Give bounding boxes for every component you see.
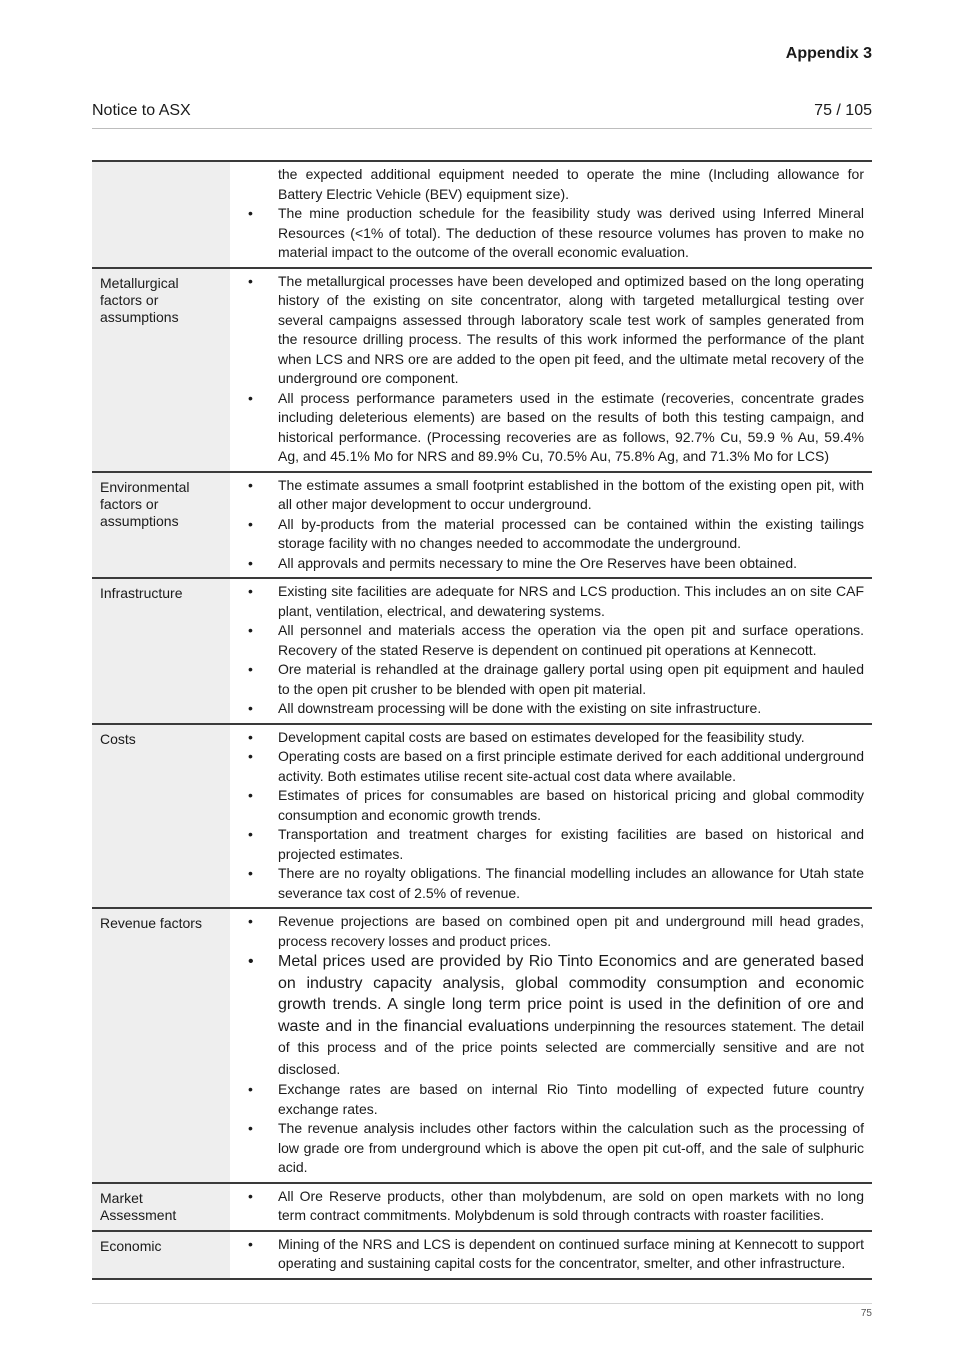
row-content (231, 578, 873, 724)
bullet-list (243, 1235, 864, 1274)
header-divider (92, 128, 872, 129)
list-item: • All Ore Reserve products, other than molybdenum, are sold on open markets with no long term contract commitments. Molybdenum is sold through contracts with roaster facilities. (248, 1187, 864, 1223)
bullet-icon: • (248, 272, 253, 289)
bullet-list (243, 204, 864, 263)
page-number: 75 (860, 1308, 872, 1319)
table-row-market-assessment (92, 1183, 872, 1231)
document-title: Notice to ASX (92, 102, 191, 119)
bullet-icon: • (248, 1235, 253, 1252)
bullet-icon: • (248, 622, 253, 638)
bullet-icon: • (248, 826, 253, 842)
list-item: • The mine production schedule for the feasibility study was derived using Inferred Mineral Resources (<1% of total). The deduction of these resource volumes has proven to make no material impact to the outcome of the overall economic evaluation. (248, 205, 864, 260)
table-row-infrastructure (92, 578, 872, 724)
list-item: • Exchange rates are based on internal Rio Tinto modelling of expected future country exchange rates. (248, 1081, 864, 1117)
bullet-icon: • (248, 700, 253, 716)
bullet-icon: • (248, 953, 254, 970)
row-content (231, 724, 873, 909)
table-row-costs (92, 724, 872, 909)
bullet-icon: • (248, 865, 253, 881)
list-item: • Estimates of prices for consumables are based on historical pricing and global commodity consumption and economic growth trends. (248, 787, 864, 823)
table-row-metallurgical (92, 268, 872, 472)
row-label: Economic (92, 1231, 231, 1279)
list-item: • The revenue analysis includes other factors within the calculation such as the processing of low grade ore from underground which is above the open pit cut-off, and the sale of sulphuric acid. (248, 1120, 864, 1175)
bullet-icon: • (248, 913, 253, 929)
continued-text: the expected additional equipment needed to operate the mine (Including allowance for Battery Electric Vehicle (BEV) equipment size). (278, 166, 864, 202)
bullet-icon: • (248, 1120, 253, 1136)
list-item: • Operating costs are based on a first principle estimate derived for each additional underground activity. Both estimates utilise recent site-actual cost data where available. (248, 748, 865, 784)
bullet-icon: • (248, 748, 253, 764)
list-item: • All process performance parameters used in the estimate (recoveries, concentrate grades including deleterious elements) are based on the results of both this testing campaign, and historical performance. (Processing recoveries are as follows, 92.7% Cu, 59.9 % Au, 59.4% Ag, and 45.1% Mo for NRS and 89.9% Cu, 70.5% Au, 75.8% Ag, and 71.3% Mo for LCS) (248, 389, 864, 464)
bullet-list (243, 1187, 864, 1226)
row-content (231, 908, 873, 1183)
bullet-icon: • (248, 1081, 253, 1097)
footer-divider (92, 1303, 872, 1304)
list-item: • All by-products from the material processed can be contained within the existing tailings storage facility with no changes needed to accommodate the underground. (248, 515, 864, 551)
row-label-empty (92, 161, 231, 268)
bullet-icon: • (248, 661, 253, 677)
row-label: Environmental factors or assumptions (92, 472, 231, 579)
list-item: • All personnel and materials access the operation via the open pit and surface operations. Recovery of the stated Reserve is dependent on continued pit operations at Kennecott. (248, 622, 864, 658)
bullet-list (243, 728, 864, 904)
table-row-economic (92, 1231, 872, 1279)
list-item: • Ore material is rehandled at the drainage gallery portal using open pit equipment and hauled to the open pit crusher to be blended with open pit material. (248, 661, 864, 697)
page-counter: 75 / 105 (814, 102, 872, 119)
bullet-list (243, 912, 864, 1178)
appendix-label: Appendix 3 (785, 45, 872, 62)
bullet-icon: • (248, 554, 253, 571)
row-label: Revenue factors (92, 908, 231, 1183)
list-item: • Development capital costs are based on estimates developed for the feasibility study. (243, 728, 864, 748)
table-row-revenue (92, 908, 872, 1183)
row-content (231, 1231, 873, 1279)
row-label: Infrastructure (92, 578, 231, 724)
bullet-icon: • (248, 583, 253, 599)
row-content (231, 268, 873, 472)
list-item: • All approvals and permits necessary to mine the Ore Reserves have been obtained. (243, 554, 864, 574)
bullet-list (243, 582, 864, 719)
bullet-icon: • (248, 728, 253, 745)
bullet-icon: • (248, 476, 253, 493)
list-item: • The metallurgical processes have been developed and optimized based on the long operating history of the existing on site concentrator, along with targeted metallurgical testing over several campaigns assessed through laboratory scale test work of samples generated from the resource drilling process. The results of this work informed the performance of the plant when LCS and NRS ore are added to the open pit feed, and the ultimate metal recovery of the underground ore component. (248, 272, 864, 386)
list-item: • Existing site facilities are adequate for NRS and LCS production. This includes an on site CAF plant, ventilation, electrical, and dewatering systems. (248, 583, 864, 619)
list-item: • Revenue projections are based on combined open pit and underground mill head grades, process recovery losses and product prices. (248, 913, 864, 949)
row-content (231, 1183, 873, 1231)
row-label: Market Assessment (92, 1183, 231, 1231)
list-item: • The estimate assumes a small footprint established in the bottom of the existing open pit, with all other major development to occur underground. (248, 476, 864, 512)
table-row-continuation (92, 161, 872, 268)
row-content (231, 161, 873, 268)
bullet-icon: • (248, 205, 253, 221)
bullet-icon: • (248, 515, 253, 532)
bullet-list (243, 272, 864, 467)
list-item: • Metal prices used are provided by Rio Tinto Economics and are generated based on industry capacity analysis, global commodity consumption and economic growth trends. A single long term price point is used in the definition of ore and waste and in the financial evaluations underpinning the resources statement. The detail of this process and of the price points selected are commercially sensitive and are not disclosed. (248, 953, 865, 1077)
bullet-list (243, 476, 864, 574)
bullet-icon: • (248, 389, 253, 406)
row-content (231, 472, 873, 579)
bullet-icon: • (248, 787, 253, 803)
list-item: • There are no royalty obligations. The financial modelling includes an allowance for Utah state severance tax cost of 2.5% of revenue. (248, 865, 864, 901)
list-item: • Transportation and treatment charges for existing facilities are based on historical and projected estimates. (248, 826, 864, 862)
row-label: Costs (92, 724, 231, 909)
bullet-icon: • (248, 1187, 253, 1204)
ore-reserve-table (92, 160, 872, 1280)
list-item: • Mining of the NRS and LCS is dependent on continued surface mining at Kennecott to support operating and sustaining capital costs for the concentrator, smelter, and other infrastructure. (248, 1235, 864, 1271)
row-label: Metallurgical factors or assumptions (92, 268, 231, 472)
table-row-environmental (92, 472, 872, 579)
list-item: • All downstream processing will be done with the existing on site infrastructure. (243, 699, 864, 719)
